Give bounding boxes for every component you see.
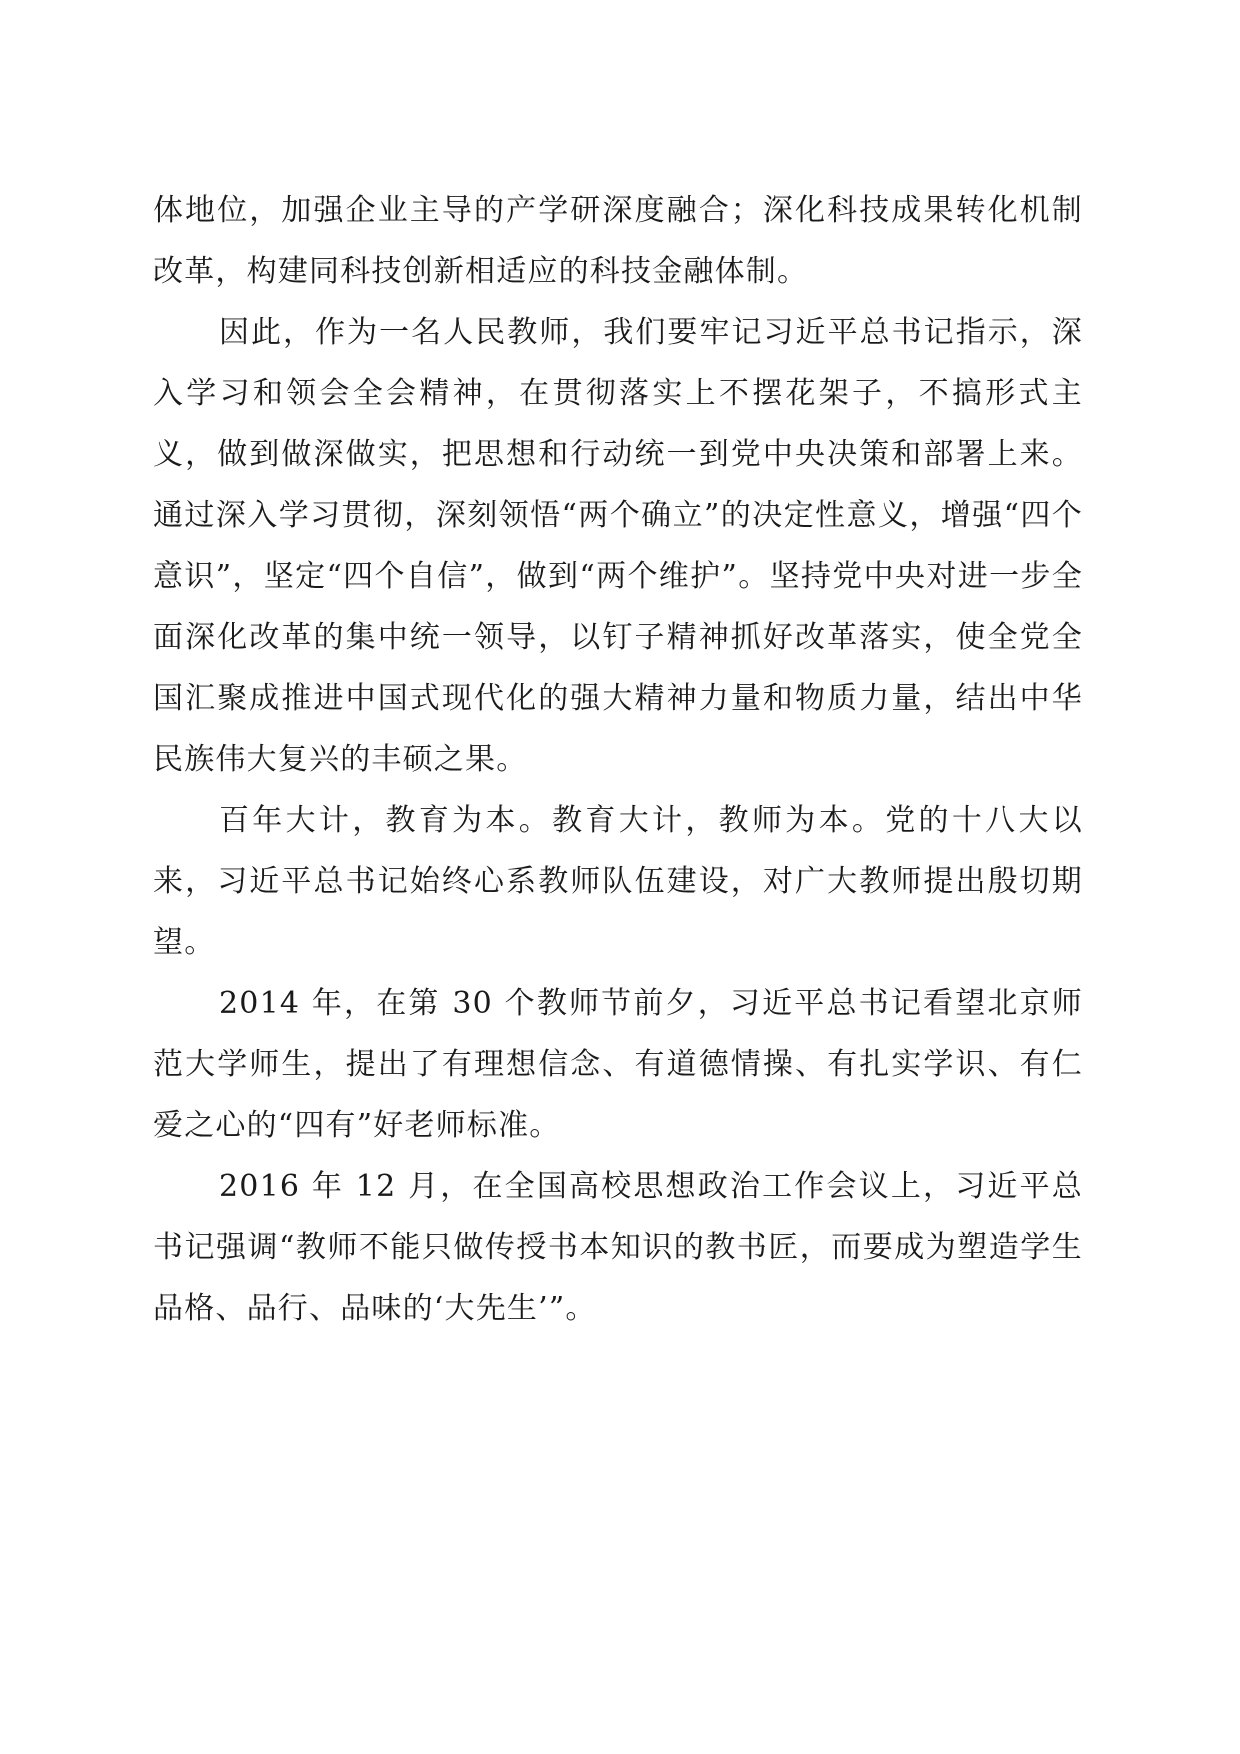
- paragraph-5: 2016 年 12 月，在全国高校思想政治工作会议上，习近平总书记强调“教师不能只做传授书本知识的教书匠，而要成为塑造学生品格、品行、品味的‘大先生’”。: [153, 1169, 1083, 1326]
- paragraph-3: 百年大计，教育为本。教育大计，教师为本。党的十八大以来，习近平总书记始终心系教师队伍建设，对广大教师提出殷切期望。: [153, 803, 1083, 960]
- paragraph-4: 2014 年，在第 30 个教师节前夕，习近平总书记看望北京师范大学师生，提出了有理想信念、有道德情操、有扎实学识、有仁爱之心的“四有”好老师标准。: [153, 986, 1083, 1143]
- body-text: [153, 180, 1083, 1339]
- paragraph-2: 因此，作为一名人民教师，我们要牢记习近平总书记指示，深入学习和领会全会精神，在贯彻落实上不摆花架子，不搞形式主义，做到做深做实，把思想和行动统一到党中央决策和部署上来。通过深入学习贯彻，深刻领悟“两个确立”的决定性意义，增强“四个意识”，坚定“四个自信”，做到“两个维护”。坚持党中央对进一步全面深化改革的集中统一领导，以钉子精神抓好改革落实，使全党全国汇聚成推进中国式现代化的强大精神力量和物质力量，结出中华民族伟大复兴的丰硕之果。: [153, 315, 1083, 777]
- paragraph-1: 体地位，加强企业主导的产学研深度融合；深化科技成果转化机制改革，构建同科技创新相适应的科技金融体制。: [153, 193, 1083, 289]
